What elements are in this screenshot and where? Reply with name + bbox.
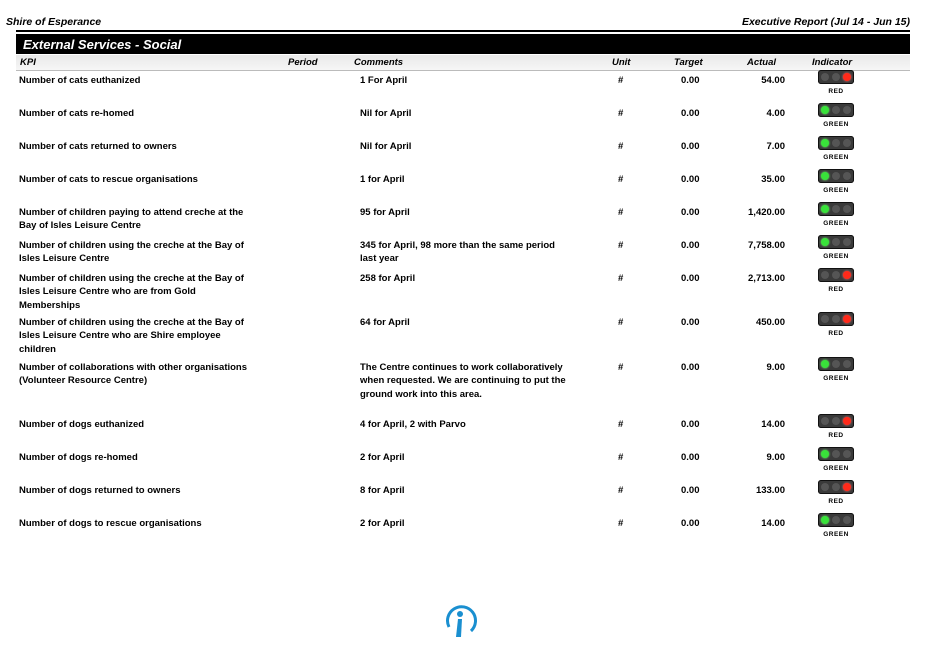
lamp-icon [821,450,829,458]
lamp-icon [832,516,840,524]
comment-text: 4 for April, 2 with Parvo [360,419,466,430]
comment-text: 2 for April [360,452,405,463]
traffic-light-icon [818,312,854,326]
lamp-icon [832,106,840,114]
target-value: 0.00 [681,207,700,218]
kpi-text: Number of children using the creche at the Bay of Isles Leisure Centre [19,240,244,265]
traffic-light-icon [818,136,854,150]
actual-value: 35.00 [761,174,785,185]
traffic-light-indicator [818,357,854,383]
unit-text: # [618,108,624,119]
indicator-label: RED [828,88,844,95]
actual-value: 450.00 [755,317,785,328]
indicator-label: GREEN [823,154,849,161]
lamp-icon [821,483,829,491]
actual-value: 133.00 [755,485,785,496]
report-title: Executive Report (Jul 14 - Jun 15) [741,16,910,28]
lamp-icon [843,139,851,147]
lamp-icon [843,205,851,213]
traffic-light-icon [818,513,854,527]
comment-text: 64 for April [360,317,410,328]
traffic-light-indicator [818,268,854,294]
unit-text: # [618,207,624,218]
comment-text: 95 for April [360,207,410,218]
target-value: 0.00 [681,75,700,86]
target-value: 0.00 [681,518,700,529]
traffic-light-indicator [818,513,854,539]
col-actual: Actual [747,57,777,68]
actual-value: 7.00 [766,141,785,152]
traffic-light-icon [818,480,854,494]
indicator-label: RED [828,432,844,439]
kpi-text: Number of dogs euthanized [19,419,145,430]
actual-value: 14.00 [761,419,785,430]
target-value: 0.00 [681,174,700,185]
lamp-icon [843,106,851,114]
column-header-row [16,55,910,71]
col-target: Target [674,57,703,68]
col-period: Period [288,57,318,68]
traffic-light-icon [818,357,854,371]
lamp-icon [832,172,840,180]
comment-text: 1 for April [360,174,405,185]
indicator-label: GREEN [823,187,849,194]
indicator-label: GREEN [823,253,849,260]
unit-text: # [618,240,624,251]
unit-text: # [618,518,624,529]
lamp-icon [821,139,829,147]
unit-text: # [618,317,624,328]
unit-text: # [618,419,624,430]
lamp-icon [843,315,851,323]
kpi-text: Number of cats euthanized [19,75,141,86]
lamp-icon [843,172,851,180]
indicator-label: GREEN [823,531,849,538]
lamp-icon [832,73,840,81]
lamp-icon [832,271,840,279]
indicator-label: RED [828,330,844,337]
traffic-light-indicator [818,414,854,440]
lamp-icon [821,238,829,246]
unit-text: # [618,75,624,86]
kpi-text: Number of dogs re-homed [19,452,138,463]
lamp-icon [821,73,829,81]
kpi-text: Number of children using the creche at the Bay of Isles Leisure Centre who are from Gold Memberships [19,273,244,311]
traffic-light-icon [818,70,854,84]
traffic-light-indicator [818,103,854,129]
lamp-icon [821,205,829,213]
indicator-label: RED [828,498,844,505]
traffic-light-indicator [818,202,854,228]
lamp-icon [843,360,851,368]
traffic-light-indicator [818,480,854,506]
unit-text: # [618,174,624,185]
comment-text: 8 for April [360,485,405,496]
kpi-text: Number of collaborations with other organisations (Volunteer Resource Centre) [19,362,248,387]
comment-text: 345 for April, 98 more than the same period last year [360,240,555,265]
target-value: 0.00 [681,240,700,251]
kpi-text: Number of dogs to rescue organisations [19,518,202,529]
lamp-icon [832,238,840,246]
kpi-text: Number of cats re-homed [19,108,135,119]
lamp-icon [832,483,840,491]
traffic-light-icon [818,414,854,428]
lamp-icon [821,271,829,279]
traffic-light-icon [818,202,854,216]
lamp-icon [843,271,851,279]
target-value: 0.00 [681,108,700,119]
indicator-label: GREEN [823,465,849,472]
organisation-name: Shire of Esperance [6,16,102,28]
traffic-light-icon [818,169,854,183]
comment-text: 258 for April [360,273,416,284]
comment-text: Nil for April [360,108,412,119]
unit-text: # [618,485,624,496]
lamp-icon [832,450,840,458]
target-value: 0.00 [681,273,700,284]
lamp-icon [843,73,851,81]
unit-text: # [618,452,624,463]
lamp-icon [843,417,851,425]
lamp-icon [821,516,829,524]
traffic-light-indicator [818,136,854,162]
traffic-light-icon [818,447,854,461]
actual-value: 1,420.00 [748,207,785,218]
lamp-icon [821,360,829,368]
target-value: 0.00 [681,452,700,463]
lamp-icon [821,417,829,425]
lamp-icon [832,139,840,147]
actual-value: 4.00 [766,108,785,119]
indicator-label: RED [828,286,844,293]
traffic-light-indicator [818,70,854,96]
lamp-icon [832,360,840,368]
actual-value: 9.00 [766,362,785,373]
section-title: External Services - Social [16,34,910,54]
traffic-light-indicator [818,235,854,261]
comment-text: 2 for April [360,518,405,529]
traffic-light-icon [818,235,854,249]
kpi-text: Number of cats to rescue organisations [19,174,198,185]
kpi-text: Number of children paying to attend creche at the Bay of Isles Leisure Centre [19,207,244,232]
header-rule [16,30,910,32]
target-value: 0.00 [681,362,700,373]
target-value: 0.00 [681,317,700,328]
actual-value: 54.00 [761,75,785,86]
indicator-label: GREEN [823,220,849,227]
target-value: 0.00 [681,485,700,496]
actual-value: 2,713.00 [748,273,785,284]
traffic-light-indicator [818,312,854,338]
comment-text: 1 For April [360,75,408,86]
lamp-icon [843,516,851,524]
kpi-text: Number of cats returned to owners [19,141,177,152]
lamp-icon [821,106,829,114]
lamp-icon [832,315,840,323]
traffic-light-indicator [818,169,854,195]
col-indicator: Indicator [812,57,853,68]
unit-text: # [618,141,624,152]
comment-text: Nil for April [360,141,412,152]
comment-text: The Centre continues to work collaboratively when requested. We are continuing to put the ground work into this area. [360,362,566,400]
col-kpi: KPI [20,57,36,68]
indicator-label: GREEN [823,121,849,128]
unit-text: # [618,362,624,373]
traffic-light-indicator [818,447,854,473]
unit-text: # [618,273,624,284]
actual-value: 14.00 [761,518,785,529]
target-value: 0.00 [681,419,700,430]
lamp-icon [832,417,840,425]
traffic-light-icon [818,103,854,117]
traffic-light-icon [818,268,854,282]
kpi-text: Number of children using the creche at the Bay of Isles Leisure Centre who are Shire employee children [19,317,244,355]
council-i-logo-icon [441,605,479,639]
col-unit: Unit [612,57,631,68]
lamp-icon [843,238,851,246]
actual-value: 9.00 [766,452,785,463]
target-value: 0.00 [681,141,700,152]
indicator-label: GREEN [823,375,849,382]
lamp-icon [843,483,851,491]
col-comments: Comments [354,57,404,68]
kpi-text: Number of dogs returned to owners [19,485,181,496]
lamp-icon [821,315,829,323]
lamp-icon [832,205,840,213]
lamp-icon [843,450,851,458]
lamp-icon [821,172,829,180]
actual-value: 7,758.00 [748,240,785,251]
